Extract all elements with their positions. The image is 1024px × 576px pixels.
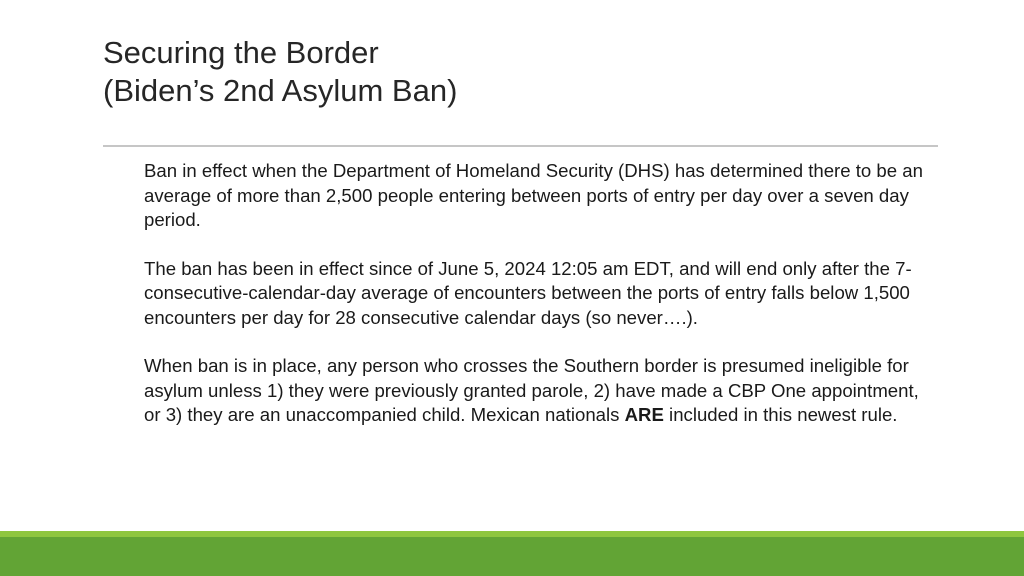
slide-title [103,34,923,110]
slide-body [144,159,934,452]
title-divider [103,145,938,147]
title-line-2: (Biden’s 2nd Asylum Ban) [103,73,458,108]
body-paragraph-2: The ban has been in effect since of June 5, 2024 12:05 am EDT, and will end only after the 7-consecutive-calendar-day average of encounters between the ports of entry falls below 1,500 encounters per day for 28 consecutive calendar days (so never….). [144,257,912,328]
paragraph-3-text-end: included in this newest rule. [663,404,898,425]
footer-band [0,537,1024,576]
paragraph-3-emphasis: ARE [624,404,664,425]
paragraph-3-text-start: When ban is in place, any person who crosses the Southern border is presumed ineligible for asylum unless 1) they were previously granted parole, 2) have made a CBP One appointment, or 3) they are an unaccompanied child. Mexican nationals [144,355,919,425]
body-paragraph-3 [144,354,934,428]
body-paragraph-1: Ban in effect when the Department of Homeland Security (DHS) has determined there to be an average of more than 2,500 people entering between ports of entry per day over a seven day period. [144,160,923,230]
title-line-1: Securing the Border [103,35,379,70]
